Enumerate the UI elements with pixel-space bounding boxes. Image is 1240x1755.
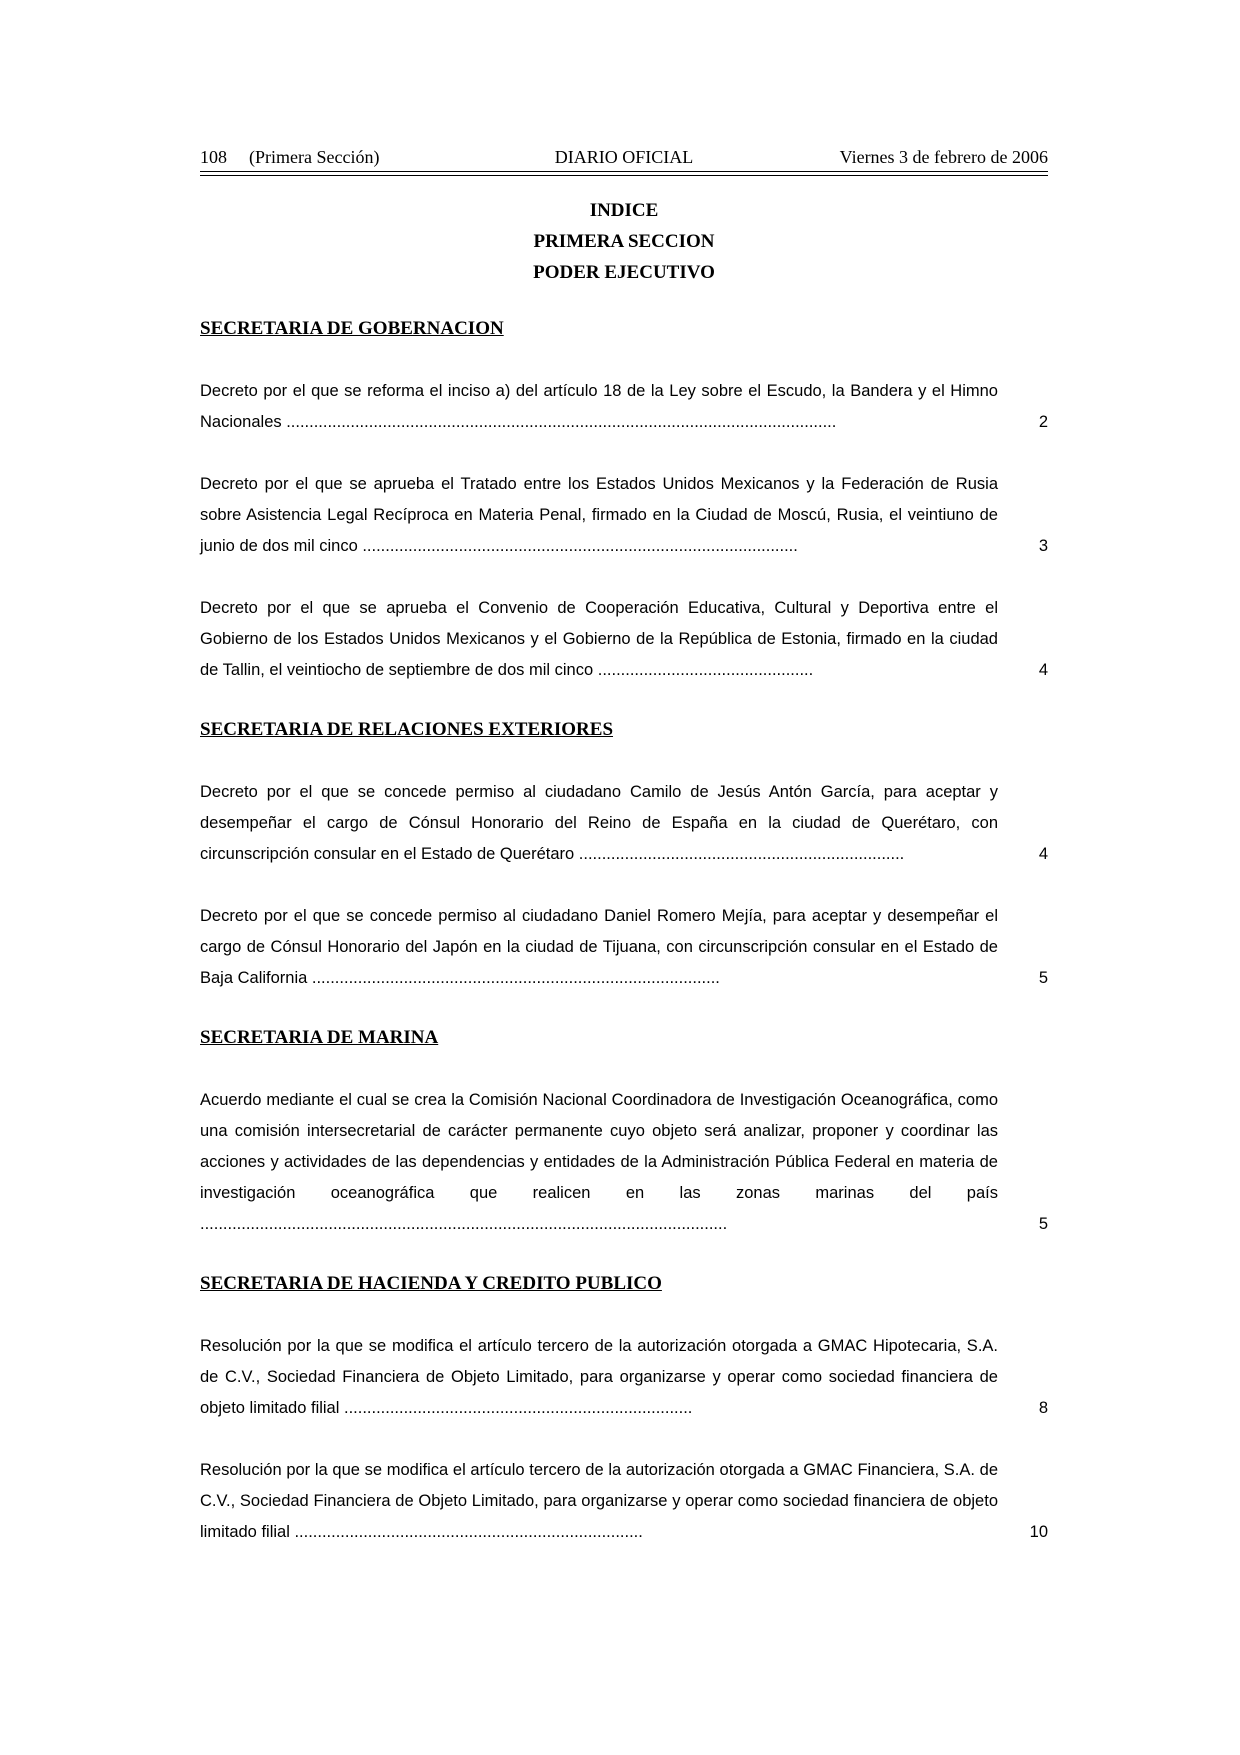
entry-page-number: 5 <box>1038 969 1048 987</box>
title-poder-ejecutivo: PODER EJECUTIVO <box>533 262 715 283</box>
section-heading: SECRETARIA DE HACIENDA Y CREDITO PUBLICO <box>200 1273 662 1294</box>
entry-text: Decreto por el que se aprueba el Tratado entre los Estados Unidos Mexicanos y la Federación de Rusia sobre Asistencia Legal Recíproca en Materia Penal, firmado en la Ciudad de Moscú, Rusia, el veintiuno de junio de dos mil cinco ............................................................................................... <box>200 475 998 555</box>
entry-text: Decreto por el que se concede permiso al ciudadano Daniel Romero Mejía, para aceptar y desempeñar el cargo de Cónsul Honorario del Japón en la ciudad de Tijuana, con circunscripción consular en el Estado de Baja California ......................................................................................... <box>200 907 998 987</box>
entry-text: Resolución por la que se modifica el artículo tercero de la autorización otorgada a GMAC Financiera, S.A. de C.V., Sociedad Financiera de Objeto Limitado, para organizarse y operar como sociedad financiera de objeto limitado filial ............................................................................ <box>200 1461 998 1541</box>
index-content <box>200 316 1048 1579</box>
entry-page-number: 4 <box>1038 845 1048 863</box>
section-heading: SECRETARIA DE RELACIONES EXTERIORES <box>200 719 614 740</box>
section-heading: SECRETARIA DE MARINA <box>200 1027 439 1048</box>
entry-text: Decreto por el que se concede permiso al ciudadano Camilo de Jesús Antón García, para aceptar y desempeñar el cargo de Cónsul Honorario del Reino de España en la ciudad de Querétaro, con circunscripción consular en el Estado de Querétaro ....................................................................... <box>200 783 998 863</box>
entry-text: Decreto por el que se aprueba el Convenio de Cooperación Educativa, Cultural y Deportiva entre el Gobierno de los Estados Unidos Mexicanos y el Gobierno de la República de Estonia, firmado en la ciudad de Tallin, el veintiocho de septiembre de dos mil cinco ............................................... <box>200 599 998 679</box>
header-rule-bottom <box>200 175 1048 176</box>
header-publication: DIARIO OFICIAL <box>554 147 694 167</box>
index-entry <box>200 1085 1048 1240</box>
index-entry <box>200 376 1048 438</box>
index-entry <box>200 1331 1048 1424</box>
entry-page-number: 4 <box>1038 661 1048 679</box>
title-indice: INDICE <box>589 200 659 221</box>
section-marina <box>200 1025 1048 1240</box>
index-entry <box>200 593 1048 686</box>
index-entry <box>200 901 1048 994</box>
entry-text: Acuerdo mediante el cual se crea la Comisión Nacional Coordinadora de Investigación Oceanográfica, como una comisión intersecretarial de carácter permanente cuyo objeto será analizar, proponer y coordinar las acciones y actividades de las dependencias y entidades de la Administración Pública Federal en materia de investigación oceanográfica que realicen en las zonas marinas del país ................................................................................................................... <box>200 1091 998 1233</box>
index-entry <box>200 777 1048 870</box>
entry-page-number: 8 <box>1038 1399 1048 1417</box>
entry-page-number: 3 <box>1038 537 1048 555</box>
entry-text: Decreto por el que se reforma el inciso a) del artículo 18 de la Ley sobre el Escudo, la Bandera y el Himno Nacionales ........................................................................................................................ <box>200 382 998 431</box>
header-date: Viernes 3 de febrero de 2006 <box>839 147 1048 167</box>
section-gobernacion <box>200 316 1048 686</box>
entry-page-number: 5 <box>1038 1215 1048 1233</box>
header-rule-top <box>200 171 1048 172</box>
section-relaciones-exteriores <box>200 717 1048 994</box>
header-section: (Primera Sección) <box>249 147 380 167</box>
entry-page-number: 2 <box>1038 413 1048 431</box>
index-entry <box>200 469 1048 562</box>
index-entry <box>200 1455 1048 1548</box>
entry-page-number: 10 <box>1029 1523 1048 1541</box>
section-heading: SECRETARIA DE GOBERNACION <box>200 318 504 339</box>
entry-text: Resolución por la que se modifica el artículo tercero de la autorización otorgada a GMAC Hipotecaria, S.A. de C.V., Sociedad Financiera de Objeto Limitado, para organizarse y operar como sociedad financiera de objeto limitado filial ............................................................................ <box>200 1337 998 1417</box>
page-header <box>200 147 1048 171</box>
title-primera-seccion: PRIMERA SECCION <box>533 231 715 252</box>
header-page-number: 108 <box>200 147 227 167</box>
section-hacienda <box>200 1271 1048 1548</box>
index-titles <box>200 195 1048 288</box>
